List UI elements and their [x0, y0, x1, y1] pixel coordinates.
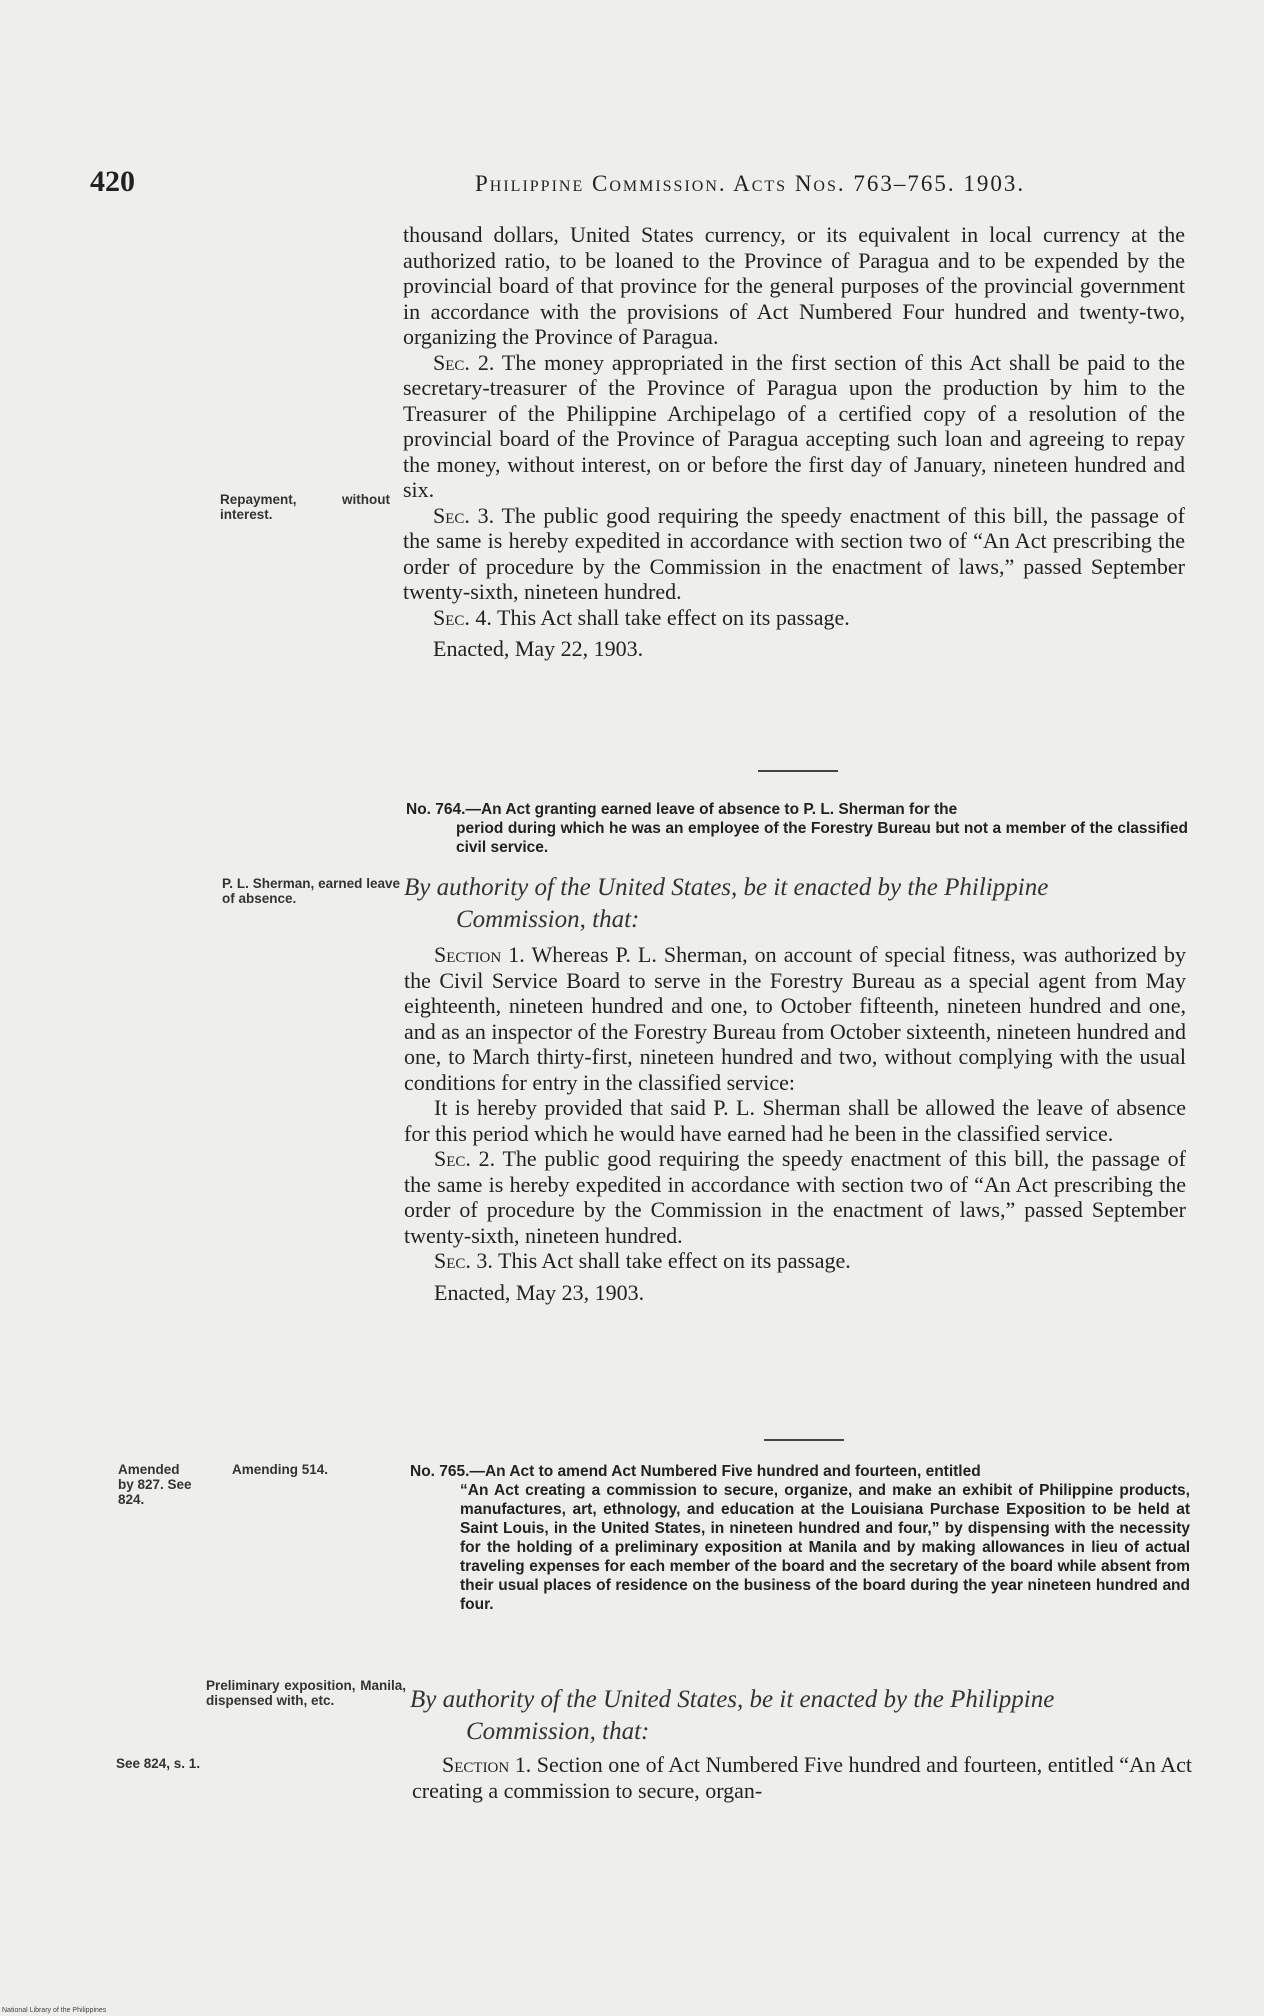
act-765-heading — [410, 1462, 1190, 1614]
act-765-section-1 — [412, 1752, 1192, 1803]
act-763-section-2 — [403, 350, 1185, 503]
heading-continuation: period during which he was an employee of the Forestry Bureau but not a member of the classified civil service. — [456, 820, 1188, 856]
section-label: Sec. 3. — [434, 1248, 493, 1273]
section-text: This Act shall take effect on its passage. — [498, 1248, 851, 1273]
margin-note-amended: Amended by 827. See 824. — [118, 1462, 192, 1507]
section-label: Sec. 4. — [433, 604, 492, 630]
section-label: Sec. 2. — [434, 1146, 496, 1171]
margin-note-amending: Amending 514. — [232, 1462, 329, 1477]
act-764-proviso: It is hereby provided that said P. L. Sherman shall be allowed the leave of absence for this period which he would have earned had he been in the classified service. — [404, 1095, 1186, 1146]
act-764-section-3 — [404, 1248, 1186, 1274]
page-number: 420 — [90, 165, 135, 198]
section-text: The public good requiring the speedy enactment of this bill, the passage of the same is hereby expedited in accordance with section two of “An Act prescribing the order of procedure by the Commission in the enactment of laws,” passed September twenty-sixth, nineteen hundred. — [404, 1146, 1186, 1248]
margin-note-repayment: Repayment, without interest. — [220, 492, 390, 522]
section-label: Sec. 2. — [433, 349, 495, 375]
heading-first-line: No. 764.—An Act granting earned leave of absence to P. L. Sherman for the — [406, 801, 958, 818]
act-764-body — [404, 942, 1186, 1305]
section-label: Section 1. — [434, 942, 525, 967]
section-divider — [764, 1439, 844, 1441]
section-text: The money appropriated in the first section of this Act shall be paid to the secretary-treasurer of the Province of Paragua upon the production by him to the Treasurer of the Philippine Archipelago of a certified copy of a resolution of the provincial board of the Province of Paragua accepting such loan and agreeing to repay the money, without interest, on or before the first day of January, nineteen hundred and six. — [403, 349, 1186, 502]
act-764-section-1 — [404, 942, 1186, 1095]
section-text: Section one of Act Numbered Five hundred and fourteen, entitled “An Act creating a commission to secure, organ- — [412, 1752, 1193, 1803]
section-text: The public good requiring the speedy enactment of this bill, the passage of the same is hereby expedited in accordance with section two of “An Act prescribing the order of procedure by the Commission in the enactment of laws,” passed September twenty-sixth, nineteen hundred. — [403, 502, 1185, 604]
enacting-line-1: By authority of the United States, be it enacted by the Philippine — [404, 874, 1049, 901]
enacting-line-2: Commission, that: — [456, 906, 640, 933]
act-763-enacted: Enacted, May 22, 1903. — [433, 636, 644, 661]
margin-note-see: See 824, s. 1. — [116, 1756, 201, 1771]
section-divider — [758, 770, 838, 772]
margin-note-sherman: P. L. Sherman, earned leave of absence. — [222, 876, 400, 906]
act-765-body — [412, 1752, 1192, 1803]
act-764-section-2 — [404, 1146, 1186, 1248]
enacting-line-2: Commission, that: — [466, 1718, 650, 1745]
section-label: Sec. 3. — [433, 502, 495, 528]
act-763-section-3 — [403, 503, 1185, 605]
running-title: Philippine Commission. Acts Nos. 763–765. 1903. — [475, 171, 1026, 196]
act-763-section-4 — [403, 605, 1185, 631]
enacting-line-1: By authority of the United States, be it enacted by the Philippine — [410, 1686, 1055, 1713]
section-text: Whereas P. L. Sherman, on account of special fitness, was authorized by the Civil Service Board to serve in the Forestry Bureau as a special agent from May eighteenth, nineteen hundred and one, to October fifteenth, nineteen hundred and one, and as an inspector of the Forestry Bureau from October sixteenth, nineteen hundred and one, to March thirty-first, nineteen hundred and two, without complying with the usual conditions for entry in the classified service: — [404, 942, 1187, 1095]
act-764-heading — [406, 800, 1188, 857]
section-label: Section 1. — [442, 1752, 532, 1777]
scan-footer: National Library of the Philippines — [2, 2007, 107, 2014]
act-763-body — [403, 222, 1185, 662]
heading-continuation: “An Act creating a commission to secure, organize, and make an exhibit of Philippine products, manufactures, art, ethnology, and education at the Louisiana Purchase Exposition to be held at Saint Louis, in the United States, in nineteen hundred and four,” by dispensing with the necessity for the holding of a preliminary exposition at Manila and by making allowances in lieu of actual traveling expenses for each member of the board and the secretary of the board while absent from their usual places of residence on the business of the board during the year nineteen hundred and four. — [460, 1482, 1190, 1613]
margin-note-preliminary: Preliminary exposition, Manila, dispensed with, etc. — [206, 1678, 406, 1708]
heading-first-line: No. 765.—An Act to amend Act Numbered Five hundred and fourteen, entitled — [410, 1463, 981, 1480]
act-763-paragraph: thousand dollars, United States currency, or its equivalent in local currency at the authorized ratio, to be loaned to the Province of Paragua and to be expended by the provincial board of that province for the general purposes of the provincial government in accordance with the provisions of Act Numbered Four hundred and twenty-two, organizing the Province of Paragua. — [403, 222, 1185, 349]
section-text: This Act shall take effect on its passage. — [497, 604, 850, 630]
act-765-enacting-clause — [410, 1684, 1195, 1748]
act-764-enacting-clause — [404, 872, 1189, 936]
act-764-enacted: Enacted, May 23, 1903. — [434, 1279, 645, 1305]
